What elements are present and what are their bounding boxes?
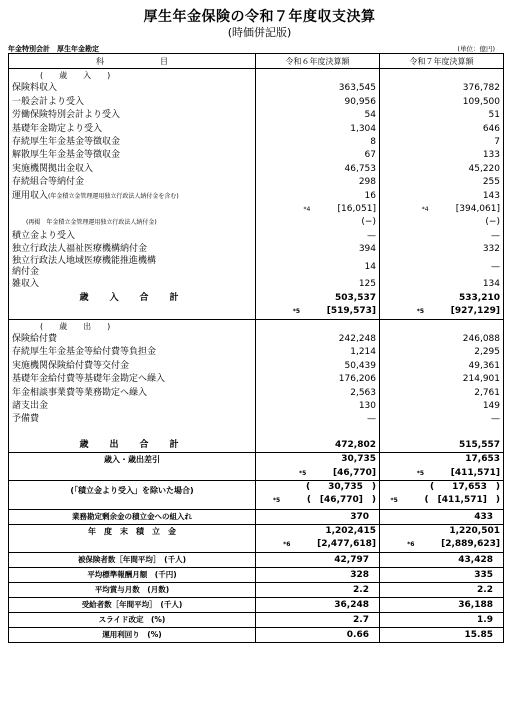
revenue-fy7: 45,220 [468, 163, 500, 174]
note-mark: *5 [416, 308, 425, 316]
expenditure-label: 存続厚生年金基金等給付費等負担金 [12, 347, 157, 358]
stats-label: 平均賞与月数 (月数) [9, 582, 256, 597]
expenditure-total-fy7: 515,557 [459, 439, 500, 450]
stats-fy7: 335 [380, 567, 504, 582]
revenue-fy6: 54 [364, 110, 376, 121]
stats-fy6: 2.2 [256, 582, 380, 597]
stats-label: スライド改定 (%) [9, 612, 256, 627]
stats-label: 運用利回り (%) [9, 627, 256, 642]
expenditure-fy6: 242,248 [338, 334, 376, 345]
revenue-fy7: 7 [494, 136, 500, 147]
expenditure-fy6: 2,563 [350, 387, 376, 398]
revenue-label: 一般会計より受入 [12, 96, 85, 107]
revenue-fy6: 90,956 [344, 96, 376, 107]
page-subtitle: (時価併記版) [227, 26, 292, 39]
note-mark: *5 [272, 497, 281, 505]
revenue-total-fy6-market-value: [519,573] [326, 306, 376, 317]
note-mark: *6 [283, 541, 291, 549]
account-name: 年金特別会計 厚生年金勘定 [8, 45, 99, 53]
table-header-row [9, 54, 504, 69]
revenue-total-label: 歳 入 合 計 [79, 292, 185, 303]
zatsu-fy6: 125 [358, 279, 376, 290]
stats-row [9, 597, 504, 612]
revenue-fy6: 8 [370, 136, 376, 147]
expenditure-label: 実施機関保険給付費等交付金 [12, 360, 130, 371]
expenditure-label: 基礎年金給付費等基礎年金勘定へ繰入 [12, 374, 166, 385]
revenue-fy6-values [256, 69, 380, 320]
note-mark: *4 [421, 205, 429, 213]
zatsu-label: 雑収入 [12, 279, 40, 290]
stats-label: 平均標準報酬月額 (千円) [9, 567, 256, 582]
settlement-table [8, 53, 504, 643]
revenue-fy7: 332 [482, 244, 500, 255]
note-mark: *5 [299, 469, 307, 477]
revenue-total-fy7-market-value: [927,129] [450, 306, 500, 317]
expenditure-labels [9, 319, 256, 453]
stats-row [9, 582, 504, 597]
revenue-label: 存続組合等納付金 [12, 177, 85, 188]
reserve-fy6-market-value: [2,477,618] [317, 539, 376, 550]
stats-row [9, 567, 504, 582]
expenditure-fy7: 2,761 [474, 387, 500, 398]
reserve-fy6: 1,202,415 [325, 525, 376, 536]
revenue-fy7: 376,782 [462, 83, 500, 94]
transfer-fy6: 370 [256, 509, 380, 524]
chiiki-fy6: 14 [364, 262, 376, 273]
chiiki-label-1: 独立行政法人地域医療機能推進機構 [12, 256, 157, 267]
revenue-label: 解散厚生年金基金等徴収金 [12, 150, 121, 161]
header-item: 科 目 [9, 54, 256, 69]
revenue-labels [9, 69, 256, 320]
revenue-fy7: 646 [482, 123, 500, 134]
note-mark: *4 [303, 205, 311, 213]
balance-fy7: 17,653 [465, 454, 500, 465]
revenue-fy6: 46,753 [344, 163, 376, 174]
unit-label: (単位：億円) [457, 45, 495, 53]
balance-fy7-market-value: [411,571] [450, 467, 500, 478]
transfer-label: 業務勘定剰余金の積立金への組入れ [9, 509, 256, 524]
balance-fy6-market-value: [46,770] [333, 467, 376, 478]
expenditure-section-label: ( 歳 出 ) [40, 321, 111, 331]
excluding-reserve-row [9, 480, 504, 509]
expenditure-label: 諸支出金 [12, 400, 49, 411]
revenue-fy6: 363,545 [338, 83, 376, 94]
stats-fy6: 328 [256, 567, 380, 582]
chiiki-fy7: — [491, 262, 500, 273]
expenditure-fy6-values [256, 319, 380, 453]
revenue-fy7: 133 [482, 150, 500, 161]
revenue-label: 独立行政法人福祉医療機構納付金 [12, 244, 148, 255]
excluding-reserve-label: (「積立金より受入」を除いた場合) [70, 485, 194, 495]
stats-fy6: 36,248 [256, 597, 380, 612]
excluding-fy7-market-value: ( [411,571] ) [424, 495, 500, 506]
revenue-total-fy6: 503,537 [335, 292, 376, 303]
expenditure-total-label: 歳 出 合 計 [79, 439, 185, 450]
expenditure-fy7: 149 [482, 400, 500, 411]
expenditure-fy7: 214,901 [462, 374, 500, 385]
excluding-fy6-market-value: ( [46,770] ) [306, 495, 376, 506]
revenue-fy7: 109,500 [462, 96, 500, 107]
excluding-fy7: ( 17,653 ) [430, 481, 500, 492]
reserve-row [9, 524, 504, 552]
revenue-fy7: — [491, 230, 500, 241]
expenditure-block [9, 319, 504, 453]
expenditure-fy6: 1,214 [350, 347, 376, 358]
stats-label: 被保険者数［年間平均］ (千人) [9, 552, 256, 567]
saikei-fy7: (−) [485, 217, 500, 228]
stats-row [9, 552, 504, 567]
revenue-fy6: 1,304 [350, 123, 376, 134]
expenditure-fy7: — [491, 414, 500, 425]
chiiki-label-2: 納付金 [12, 267, 40, 278]
revenue-label: 労働保険特別会計より受入 [12, 110, 121, 121]
expenditure-fy6: 176,206 [338, 374, 376, 385]
transfer-row [9, 509, 504, 524]
unyo-label: 運用収入 [12, 190, 49, 201]
stats-row [9, 627, 504, 642]
zatsu-fy7: 134 [482, 279, 500, 290]
revenue-fy7-values [380, 69, 504, 320]
expenditure-fy7: 246,088 [462, 334, 500, 345]
expenditure-fy6: 50,439 [344, 360, 376, 371]
revenue-fy7: 51 [488, 110, 500, 121]
stats-fy7: 15.85 [380, 627, 504, 642]
reserve-label: 年 度 末 積 立 金 [88, 526, 176, 536]
reserve-fy7: 1,220,501 [449, 525, 500, 536]
expenditure-label: 保険給付費 [12, 334, 58, 345]
revenue-label: 基礎年金勘定より受入 [12, 123, 103, 134]
page-title: 厚生年金保険の令和７年度収支決算 [143, 9, 376, 25]
note-mark: *6 [407, 541, 415, 549]
revenue-fy6: 298 [358, 177, 376, 188]
stats-fy7: 1.9 [380, 612, 504, 627]
balance-fy6: 30,735 [341, 454, 376, 465]
stats-fy7: 2.2 [380, 582, 504, 597]
revenue-total-fy7: 533,210 [459, 292, 500, 303]
note-mark: *5 [390, 497, 398, 505]
note-mark: *5 [416, 469, 425, 477]
revenue-label: 存続厚生年金基金等徴収金 [12, 136, 121, 147]
saikei-label: (再掲 年金積立金管理運用独立行政法人納付金) [26, 219, 157, 227]
stats-fy6: 0.66 [256, 627, 380, 642]
stats-fy7: 43,428 [380, 552, 504, 567]
stats-fy6: 42,797 [256, 552, 380, 567]
revenue-fy6: — [367, 230, 376, 241]
unyo-fy6-market-value: [16,051] [337, 203, 376, 214]
expenditure-total-fy6: 472,802 [335, 439, 376, 450]
excluding-fy6: ( 30,735 ) [306, 481, 376, 492]
expenditure-label: 予備費 [12, 414, 40, 425]
expenditure-label: 年金相談事業費等業務勘定へ繰入 [12, 387, 148, 398]
transfer-fy7: 433 [380, 509, 504, 524]
revenue-label: 積立金より受入 [12, 230, 76, 241]
revenue-fy6: 394 [358, 244, 376, 255]
revenue-fy7: 255 [482, 177, 500, 188]
unyo-fy6: 16 [364, 190, 376, 201]
balance-label: 歳入・歳出差引 [104, 455, 160, 465]
revenue-block [9, 69, 504, 320]
note-mark: *5 [292, 308, 301, 316]
stats-fy6: 2.7 [256, 612, 380, 627]
unyo-fy7: 143 [482, 190, 500, 201]
header-fy7: 令和７年度決算額 [380, 54, 504, 69]
expenditure-fy6: — [367, 414, 376, 425]
header-fy6: 令和６年度決算額 [256, 54, 380, 69]
revenue-label: 保険料収入 [12, 83, 58, 94]
stats-row [9, 612, 504, 627]
revenue-label: 実施機関拠出金収入 [12, 163, 94, 174]
expenditure-fy7: 2,295 [474, 347, 500, 358]
revenue-fy6: 67 [364, 150, 376, 161]
expenditure-fy7-values [380, 319, 504, 453]
unyo-fy7-market-value: [394,061] [455, 203, 500, 214]
balance-row [9, 453, 504, 481]
unyo-note: (年金積立金管理運用独立行政法人納付金を含む) [48, 192, 179, 200]
stats-fy7: 36,188 [380, 597, 504, 612]
saikei-fy6: (−) [361, 217, 376, 228]
expenditure-fy7: 49,361 [468, 360, 500, 371]
stats-label: 受給者数［年間平均］ (千人) [9, 597, 256, 612]
reserve-fy7-market-value: [2,889,623] [441, 539, 500, 550]
revenue-section-label: ( 歳 入 ) [40, 71, 111, 80]
unyo-label-line [12, 190, 252, 203]
expenditure-fy6: 130 [358, 400, 376, 411]
